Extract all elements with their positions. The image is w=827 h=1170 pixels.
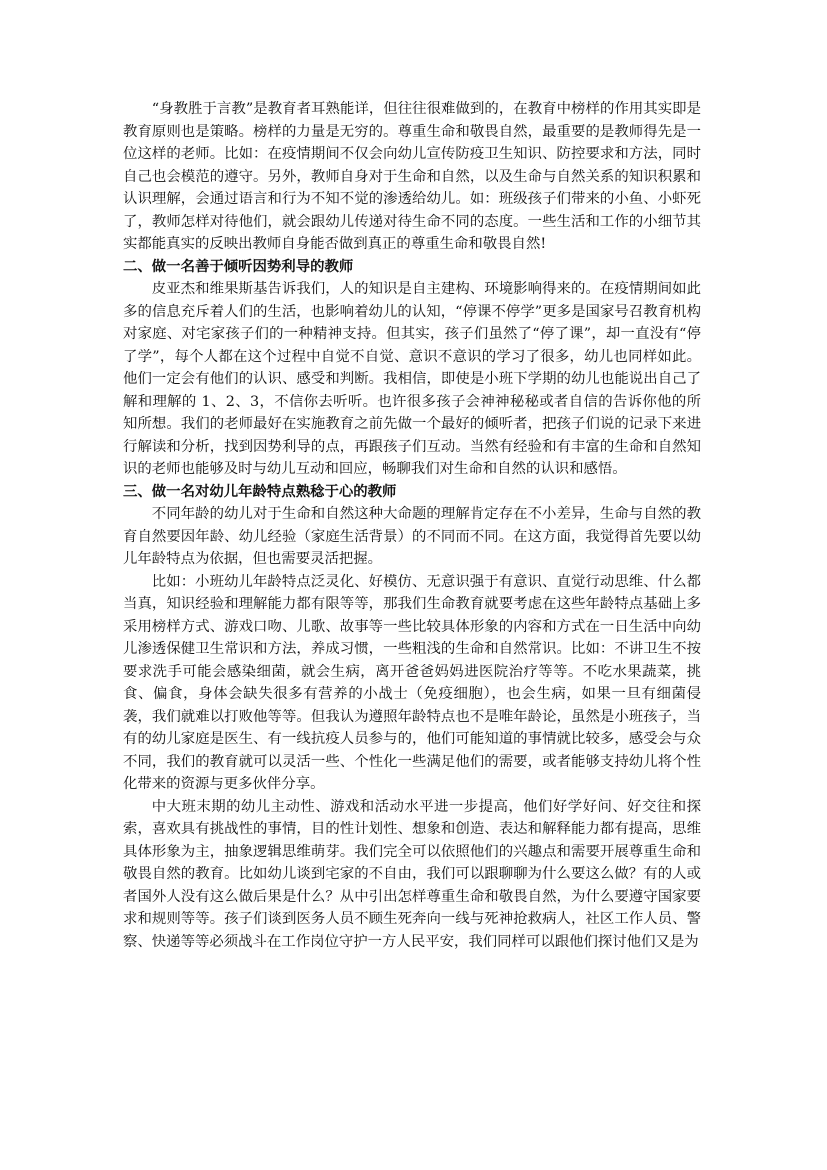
paragraph-listening: 皮亚杰和维果斯基告诉我们，人的知识是自主建构、环境影响得来的。在疫情期间如此多的信息充斥着人们的生活，也影响着幼儿的认知，“停课不停学”更多是国家号召教育机构对家庭、对宅家孩子们的一种精神支持。但其实，孩子们虽然了“停了课”，却一直没有“停了学”，每个人都在这个过程中自觉不自觉、意识不意识的学习了很多，幼儿也同样如此。他们一定会有他们的认识、感受和判断。我相信，即使是小班下学期的幼儿也能说出自己了解和理解的 1、2、3，不信你去听听。也许很多孩子会神神秘秘或者自信的告诉你他的所知所想。我们的老师最好在实施教育之前先做一个最好的倾听者，把孩子们说的记录下来进行解读和分析，找到因势利导的点，再跟孩子们互动。当然有经验和有丰富的生命和自然知识的老师也能够及时与幼儿互动和回应，畅聊我们对生命和自然的认识和感悟。 — [123, 281, 701, 477]
section-heading-listening: 二、做一名善于倾听因势利导的教师 — [123, 258, 354, 275]
paragraph-older-class-example: 中大班末期的幼儿主动性、游戏和活动水平进一步提高，他们好学好问、好交往和探索，喜欢具有挑战性的事情，目的性计划性、想象和创造、表达和解释能力都有提高，思维具体形象为主，抽象逻辑思维萌芽。我们完全可以依照他们的兴趣点和需要开展尊重生命和敬畏自然的教育。比如幼儿谈到宅家的不自由，我们可以跟聊聊为什么要这么做？有的人或者国外人没有这么做后果是什么？从中引出怎样尊重生命和敬畏自然，为什么要遵守国家要求和规则等等。孩子们谈到医务人员不顾生死奔向一线与死神抢救病人，社区工作人员、警察、快递等等必须战斗在工作岗位守护一方人民平安，我们同样可以跟他们探讨他们又是为 — [123, 798, 701, 950]
paragraph-small-class-example: 比如：小班幼儿年龄特点泛灵化、好模仿、无意识强于有意识、直觉行动思维、什么都当真，知识经验和理解能力都有限等等，那我们生命教育就要考虑在这些年龄特点基础上多采用榜样方式、游戏口吻、儿歌、故事等一些比较具体形象的内容和方式在一日生活中向幼儿渗透保健卫生常识和方法，养成习惯，一些粗浅的生命和自然常识。比如：不讲卫生不按要求洗手可能会感染细菌，就会生病，离开爸爸妈妈进医院治疗等等。不吃水果蔬菜，挑食、偏食，身体会缺失很多有营养的小战士（免疫细胞），也会生病，如果一旦有细菌侵袭，我们就难以打败他等等。但我认为遵照年龄特点也不是唯年龄论，虽然是小班孩子，当有的幼儿家庭是医生、有一线抗疫人员参与的，他们可能知道的事情就比较多，感受会与众不同，我们的教育就可以灵活一些、个性化一些满足他们的需要，或者能够支持幼儿将个性化带来的资源与更多伙伴分享。 — [123, 573, 701, 792]
document-page — [123, 98, 701, 953]
section-heading-age-characteristics: 三、做一名对幼儿年龄特点熟稔于心的教师 — [123, 483, 397, 500]
paragraph-age-differences: 不同年龄的幼儿对于生命和自然这种大命题的理解肯定存在不小差异，生命与自然的教育自然要因年龄、幼儿经验（家庭生活背景）的不同而不同。在这方面，我觉得首先要以幼儿年龄特点为依据，但也需要灵活把握。 — [123, 506, 701, 567]
paragraph-role-model: “身教胜于言教”是教育者耳熟能详，但往往很难做到的，在教育中榜样的作用其实即是教育原则也是策略。榜样的力量是无穷的。尊重生命和敬畏自然，最重要的是教师得先是一位这样的老师。比如：在疫情期间不仅会向幼儿宣传防疫卫生知识、防控要求和方法，同时自己也会模范的遵守。另外，教师自身对于生命和自然，以及生命与自然关系的知识积累和认识理解，会通过语言和行为不知不觉的渗透给幼儿。如：班级孩子们带来的小鱼、小虾死了，教师怎样对待他们，就会跟幼儿传递对待生命不同的态度。一些生活和工作的小细节其实都能真实的反映出教师自身能否做到真正的尊重生命和敬畏自然! — [123, 101, 701, 252]
